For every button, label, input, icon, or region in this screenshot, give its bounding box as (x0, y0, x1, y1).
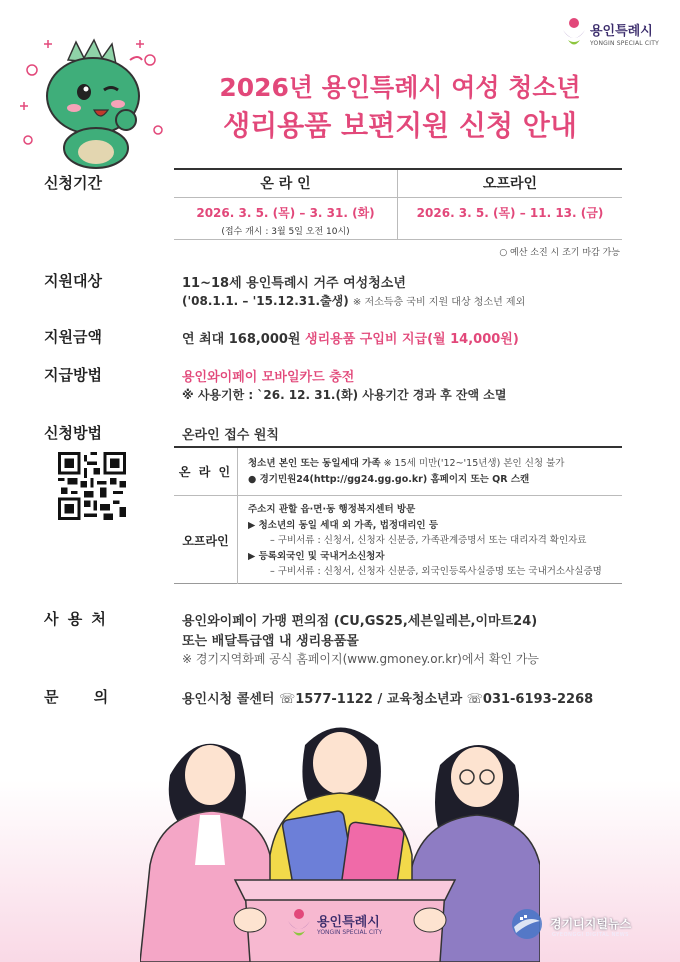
logo-subtitle: YONGIN SPECIAL CITY (590, 40, 659, 47)
apply-offline-body (248, 502, 602, 580)
apply-offline-head: 오프라인 (174, 496, 238, 584)
period-table (174, 168, 622, 240)
target-line2: ('08.1.1. – '15.12.31.출생) (182, 294, 349, 308)
usage-line1: 용인와이페이 가맹 편의점 (CU,GS25,세븐일레븐,이마트24) (182, 614, 538, 629)
period-offline-head: 오프라인 (398, 170, 622, 198)
target-line2-wrap (182, 292, 525, 309)
apply-online-line2[interactable]: ● 경기민원24(http://gg24.gg.go.kr) 홈페이지 또는 QR 스캔 (248, 473, 530, 485)
watermark-name: 경기디지털뉴스 (550, 917, 632, 931)
target-line2-note: ※ 저소득층 국비 지원 대상 청소년 제외 (352, 297, 526, 308)
period-online-note: (접수 개시 : 3월 5일 오전 10시) (221, 227, 350, 237)
apply-offline-line3: – 구비서류 : 신청서, 신청자 신분증, 가족관계증명서 또는 대리자격 확인자료 (270, 535, 587, 546)
qr-code-icon[interactable] (58, 452, 126, 520)
page-title-line1: 2026년 용인특례시 여성 청소년 (219, 73, 581, 102)
contact-label: 문 의 (44, 688, 109, 706)
payment-line1: 용인와이페이 모바일카드 충전 (182, 370, 355, 385)
apply-offline-line4: ▶ 등록외국인 및 국내거소신청자 (248, 550, 385, 562)
period-online-head: 온 라 인 (174, 170, 397, 198)
target-line1: 11~18세 용인특례시 거주 여성청소년 (182, 276, 406, 291)
apply-offline-line1: 주소지 관할 읍·면·동 행정복지센터 방문 (248, 504, 416, 515)
period-label: 신청기간 (44, 174, 102, 192)
news-logo-icon (508, 907, 546, 941)
yongin-logo (560, 16, 670, 56)
period-offline-col (398, 170, 622, 239)
usage-line2: 또는 배달특급앱 내 생리용품몰 (182, 634, 359, 649)
apply-online-line1: 청소년 본인 또는 동일세대 가족 (248, 458, 381, 469)
apply-online-row (174, 448, 622, 496)
period-online-date: 2026. 3. 5. (목) – 3. 31. (화) (196, 206, 375, 220)
target-label: 지원대상 (44, 272, 102, 290)
apply-heading: 온라인 접수 원칙 (182, 428, 279, 443)
dragon-mascot-icon (18, 30, 168, 170)
payment-line2: ※ 사용기한 : `26. 12. 31.(화) 사용기간 경과 후 잔액 소멸 (182, 388, 507, 402)
page-title-line2: 생리용품 보편지원 신청 안내 (223, 109, 577, 142)
box-logo-subtitle: YONGIN SPECIAL CITY (317, 929, 383, 936)
apply-offline-line5: – 구비서류 : 신청서, 신청자 신분증, 외국인등록사실증명 또는 국내거소사실증명 (270, 566, 602, 577)
period-offline-date: 2026. 3. 5. (목) – 11. 13. (금) (416, 206, 604, 220)
box-logo (285, 905, 415, 945)
amount-text (182, 328, 519, 347)
apply-online-line1-wrap (248, 456, 564, 472)
apply-offline-row (174, 496, 622, 584)
period-online-col (174, 170, 398, 239)
payment-label: 지급방법 (44, 366, 102, 384)
apply-method-table (174, 446, 622, 584)
contact-text: 용인시청 콜센터 ☏1577-1122 / 교육청소년과 ☏031-6193-2268 (182, 692, 594, 707)
amount-prefix: 연 최대 168,000원 (182, 332, 301, 347)
logo-name: 용인특례시 (590, 24, 653, 39)
apply-online-head: 온 라 인 (174, 448, 238, 495)
apply-online-line1-note: ※ 15세 미만('12~'15년생) 본인 신청 불가 (383, 458, 565, 469)
apply-offline-line2: ▶ 청소년의 동일 세대 외 가족, 법정대리인 등 (248, 519, 439, 531)
budget-note: ○ 예산 소진 시 조기 마감 가능 (499, 248, 620, 258)
yongin-logo-icon (285, 907, 313, 941)
usage-label: 사 용 처 (44, 610, 108, 628)
usage-line3: ※ 경기지역화폐 공식 홈페이지(www.gmoney.or.kr)에서 확인 가능 (182, 652, 540, 666)
box-logo-name: 용인특례시 (317, 915, 380, 930)
watermark-subtitle: GYEONGGI DIGITAL NEWS (552, 932, 630, 938)
amount-rest: 생리용품 구입비 지급(월 14,000원) (300, 332, 519, 347)
apply-online-body (248, 456, 564, 487)
apply-label: 신청방법 (44, 424, 102, 442)
yongin-logo-icon (560, 16, 588, 50)
amount-label: 지원금액 (44, 328, 102, 346)
news-watermark (508, 905, 668, 945)
